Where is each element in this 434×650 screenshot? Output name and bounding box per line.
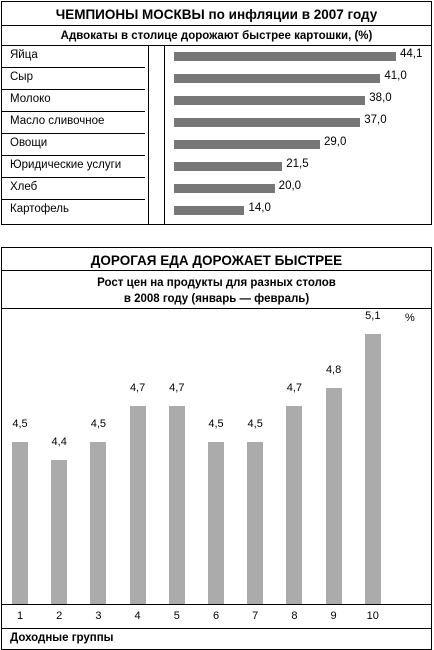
bar bbox=[130, 406, 146, 604]
row-label: Картофель bbox=[10, 203, 69, 215]
row-label: Сыр bbox=[10, 71, 33, 83]
value-label: 44,1 bbox=[400, 48, 423, 60]
x-tick-label: 10 bbox=[366, 610, 379, 622]
value-label: 4,4 bbox=[51, 436, 67, 448]
x-tick-label: 5 bbox=[173, 610, 180, 622]
x-tick-label: 8 bbox=[291, 610, 298, 622]
x-tick-label: 7 bbox=[252, 610, 259, 622]
title-divider bbox=[2, 270, 431, 271]
chart2-subtitle-line1: Рост цен на продукты для разных столов bbox=[97, 277, 336, 289]
row-label: Молоко bbox=[10, 93, 51, 105]
row-label: Овощи bbox=[10, 137, 48, 149]
row-divider bbox=[2, 133, 145, 134]
axis-label-divider bbox=[2, 628, 431, 629]
bar bbox=[247, 442, 263, 604]
bar bbox=[12, 442, 28, 604]
bar bbox=[286, 406, 302, 604]
bar bbox=[174, 52, 396, 61]
x-tick-label: 1 bbox=[16, 610, 24, 622]
x-axis-label: Доходные группы bbox=[10, 632, 114, 644]
value-label: 4,7 bbox=[286, 382, 303, 394]
inflation-champions-panel bbox=[1, 1, 432, 225]
bar bbox=[169, 406, 185, 604]
value-label: 4,5 bbox=[90, 418, 107, 430]
food-price-growth-panel bbox=[1, 247, 432, 650]
bar bbox=[90, 442, 106, 604]
bar bbox=[174, 162, 282, 171]
x-tick-label: 2 bbox=[56, 610, 63, 622]
chart1-title: ЧЕМПИОНЫ МОСКВЫ по инфляции в 2007 году bbox=[55, 7, 378, 22]
chart2-title: ДОРОГАЯ ЕДА ДОРОЖАЕТ БЫСТРЕЕ bbox=[90, 253, 343, 268]
row-divider bbox=[2, 177, 145, 178]
row-divider bbox=[2, 199, 145, 200]
bar bbox=[174, 206, 244, 215]
header-divider bbox=[2, 45, 431, 46]
x-tick-label: 6 bbox=[212, 610, 220, 622]
chart2-subtitle-line2: в 2008 году (январь — февраль) bbox=[123, 293, 310, 305]
value-label: 4,5 bbox=[208, 418, 224, 430]
value-label: 4,5 bbox=[247, 418, 263, 430]
row-divider bbox=[2, 89, 145, 90]
value-label: 38,0 bbox=[369, 92, 392, 104]
chart1-subtitle: Адвокаты в столице дорожают быстрее картошки, (%) bbox=[60, 30, 373, 42]
bar bbox=[174, 184, 275, 193]
x-tick-label: 9 bbox=[330, 610, 337, 622]
x-tick-label: 4 bbox=[134, 610, 141, 622]
value-label: 4,7 bbox=[169, 382, 185, 394]
value-label: 20,0 bbox=[278, 180, 302, 192]
value-label: 4,8 bbox=[325, 364, 342, 376]
value-label: 37,0 bbox=[364, 114, 387, 126]
value-label: 41,0 bbox=[384, 70, 407, 82]
bar bbox=[326, 388, 342, 604]
bar bbox=[365, 334, 381, 604]
row-label: Хлеб bbox=[10, 181, 38, 193]
row-divider bbox=[2, 111, 145, 112]
value-label: 14,0 bbox=[248, 202, 271, 214]
row-label: Яйца bbox=[10, 49, 38, 61]
value-label: 4,5 bbox=[12, 418, 28, 430]
unit-label: % bbox=[405, 312, 415, 324]
subtitle-divider bbox=[2, 308, 431, 309]
value-label: 5,1 bbox=[365, 310, 381, 322]
baseline bbox=[2, 604, 431, 605]
bar bbox=[51, 460, 67, 604]
value-label: 29,0 bbox=[323, 136, 347, 148]
row-label: Масло сливочное bbox=[10, 115, 105, 127]
bar bbox=[208, 442, 224, 604]
title-divider bbox=[2, 25, 431, 26]
row-divider bbox=[2, 155, 145, 156]
bar bbox=[174, 74, 380, 83]
column-divider-left bbox=[148, 45, 149, 224]
value-label: 21,5 bbox=[286, 158, 309, 170]
bar bbox=[174, 140, 320, 149]
column-divider-right bbox=[164, 45, 165, 224]
value-label: 4,7 bbox=[129, 382, 146, 394]
row-label: Юридические услуги bbox=[10, 159, 122, 171]
x-tick-label: 3 bbox=[95, 610, 102, 622]
bar bbox=[174, 118, 360, 127]
row-divider bbox=[2, 67, 145, 68]
bar bbox=[174, 96, 365, 105]
